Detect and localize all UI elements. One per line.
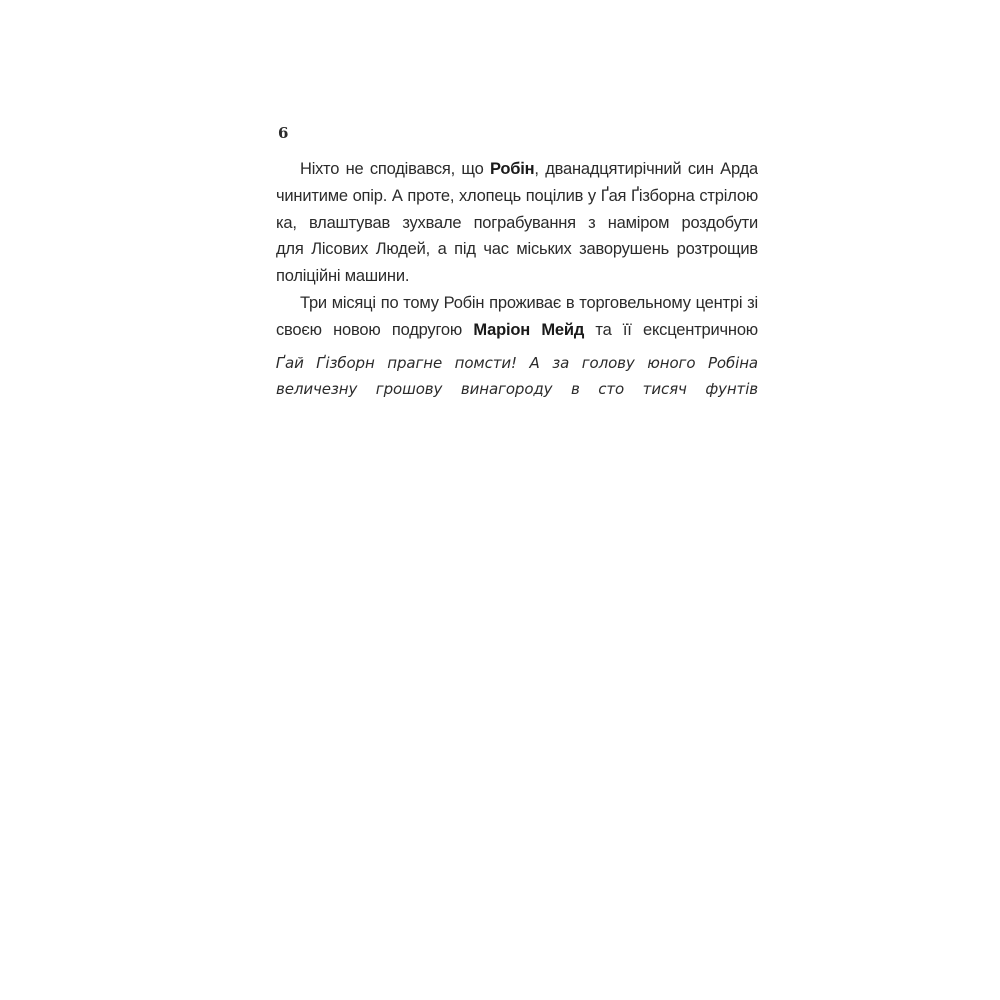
- text-segment: та її ексцентричною: [595, 320, 758, 339]
- paragraph-1-line-2: чинитиме опір. А проте, хлопець поцілив у Ґая Ґізборна стрілою: [276, 186, 758, 205]
- name-robin: Робін: [490, 160, 535, 178]
- paragraph-2-line-2: [276, 317, 758, 344]
- name-marion-maid: Маріон Мейд: [473, 320, 585, 339]
- paragraph-1-line-1: [276, 156, 758, 183]
- teaser-line-1: Ґай Ґізборн прагне помсти! А за голову юного Робіна: [276, 354, 758, 372]
- teaser-line-2: величезну грошову винагороду в сто тисяч фунтів: [276, 380, 758, 398]
- book-page: [276, 0, 758, 1000]
- text-segment: своєю новою подругою: [276, 320, 474, 339]
- text-segment: Ніхто не сподівався, що: [300, 160, 490, 178]
- teaser-text: [276, 350, 758, 402]
- paragraph-1-line-3: ка, влаштував зухвале пограбування з наміром роздобути: [276, 213, 758, 232]
- paragraph-1-line-4: для Лісових Людей, а під час міських заворушень розтрощив: [276, 240, 758, 259]
- paragraph-1-line-5: поліційні машини.: [276, 267, 410, 286]
- page-number: 6: [278, 124, 289, 142]
- text-segment: , дванадцятирічний син Арда: [534, 160, 758, 178]
- intro-text: [276, 156, 758, 344]
- paragraph-2-line-1: Три місяці по тому Робін проживає в торговельному центрі зі: [300, 293, 758, 312]
